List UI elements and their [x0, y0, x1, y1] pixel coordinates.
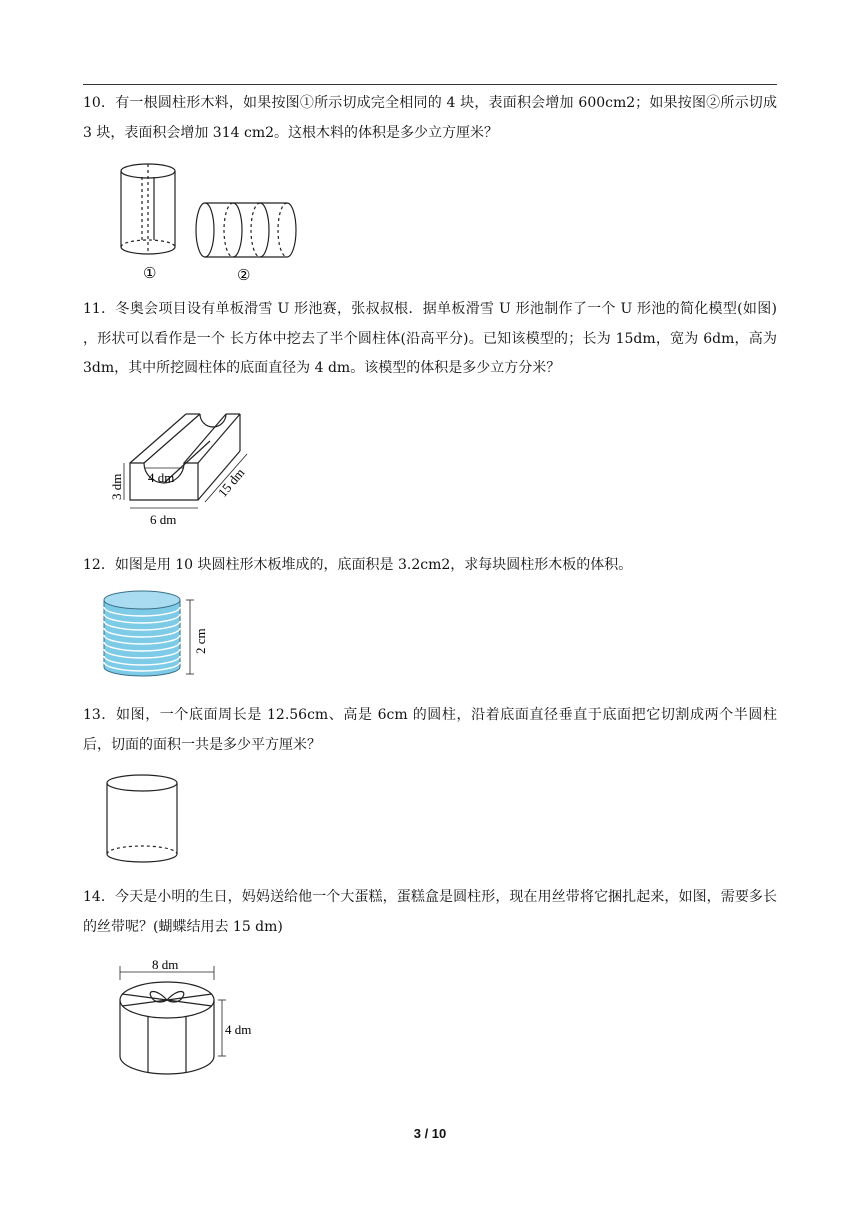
figure-12-stack: [100, 590, 210, 682]
question-11-text: 11．冬奥会项目设有单板滑雪 U 形池赛，张叔叔根．据单板滑雪 U 形池制作了一个 U 形池的简化模型(如图) ，形状可以看作是一个 长方体中挖去了半个圆柱体(沿高平分)。已知该模型的；长为 15dm，宽为 6dm，高为 3dm，其中所挖圆柱体的底面直径为 4 dm。该模型的体积是多少立方分米？: [83, 301, 777, 376]
cake-box-shape: [120, 966, 226, 1074]
cylinder-shape: [107, 775, 177, 862]
question-13-text: 13．如图，一个底面周长是 12.56cm、高是 6cm 的圆柱，沿着底面直径垂直于底面把它切割成两个半圆柱后，切面的面积一共是多少平方厘米？: [83, 707, 777, 753]
dim-2cm: 2 cm: [193, 628, 208, 654]
page-number: 3 / 10: [413, 1126, 447, 1141]
cylinder-1-shape: [121, 164, 175, 254]
dim-4dm: 4 dm: [148, 470, 175, 485]
figure-14-cake-box: [112, 958, 262, 1080]
figure-13-cylinder: [104, 772, 184, 866]
dim-15dm: 15 dm: [214, 465, 248, 500]
header-rule: [83, 84, 777, 85]
cylinder-2-shape: [196, 203, 296, 257]
figure-10-cylinders: [110, 160, 300, 288]
dim-6dm: 6 dm: [150, 512, 177, 527]
board-stack-shape: [104, 591, 194, 676]
figure-11-u-pool: [108, 408, 258, 530]
dim-3dm: 3 dm: [109, 473, 124, 500]
figure-label-2: ②: [237, 268, 251, 284]
dim-4dm: 4 dm: [225, 1022, 252, 1037]
question-14-text: 14．今天是小明的生日，妈妈送给他一个大蛋糕，蛋糕盒是圆柱形，现在用丝带将它捆扎起来，如图，需要多长的丝带呢？(蝴蝶结用去 15 dm): [83, 889, 777, 935]
dim-8dm: 8 dm: [152, 958, 179, 972]
question-10-text: 10．有一根圆柱形木料，如果按图①所示切成完全相同的 4 块，表面积会增加 600cm2；如果按图②所示切成 3 块，表面积会增加 314 cm2。这根木料的体积是多少立方厘米？: [83, 95, 777, 141]
figure-label-1: ①: [143, 266, 157, 282]
question-12-text: 12．如图是用 10 块圆柱形木板堆成的，底面积是 3.2cm2，求每块圆柱形木板的体积。: [83, 557, 633, 573]
